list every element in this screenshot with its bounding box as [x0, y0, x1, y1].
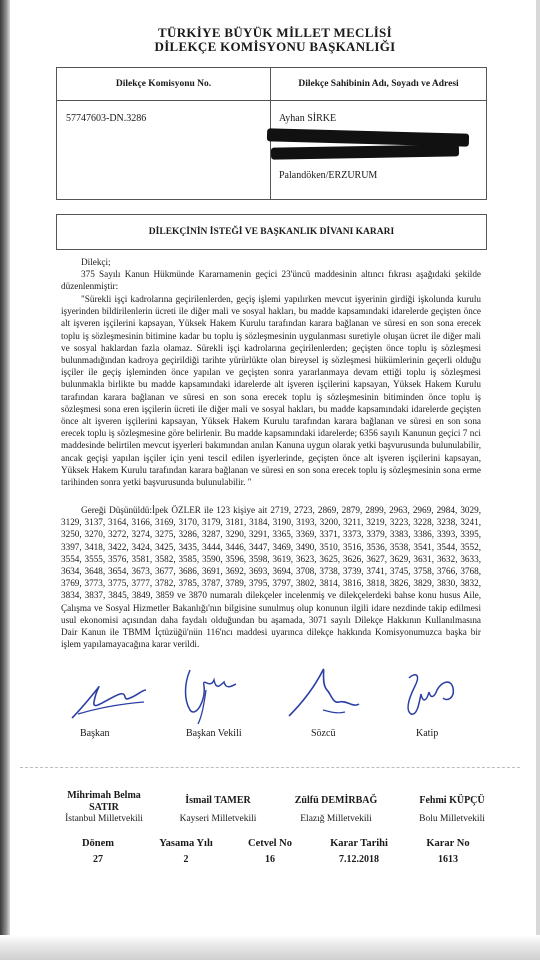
member-name: Fehmi KÜPÇÜ	[419, 795, 485, 806]
meta-label: Dönem	[81, 838, 115, 849]
member-constituency: Elazığ Milletvekili	[300, 814, 372, 824]
meta-value: 16	[265, 854, 275, 865]
redaction-bar	[271, 144, 459, 159]
member-name: İsmail TAMER	[185, 795, 251, 806]
file-no-value: 57747603-DN.3286	[66, 113, 147, 124]
signature-label-president: Başkan	[80, 728, 110, 739]
meta-label: Karar No	[426, 838, 470, 849]
signature-president	[68, 668, 148, 728]
member-name: Mihrimah Belma SATIR	[67, 790, 141, 813]
petitioner-name: Ayhan SİRKE	[279, 113, 337, 124]
body-paragraph-law: 375 Sayılı Kanun Hükmünde Kararnamenin geçici 23'üncü maddesinin altıncı fıkrası aşağıdaki şekilde düzenlenmiştir:	[61, 269, 481, 292]
section-title-box	[56, 214, 487, 250]
signature-label-vice-president: Başkan Vekili	[186, 728, 242, 739]
body-quote: "Sürekli işçi kadrolarına geçirilenlerden, geçiş işlemi yapılırken mevcut işyerinin girdiği işkolunda kurulu işyerinden bildirilenlerin ücreti ile diğer mali ve sosyal hakları, bu madde kapsamındaki idarelerde geçişten önce alt işveren işçilerini kapsayan, Yüksek Hakem Kurulu tarafından karara bağlanan ve süresi en son sona erecek toplu iş sözleşmesinin bitimine kadar bu toplu iş sözleşmesinin uygulanması suretiyle oluşan ücret ile diğer mali ve sosyal haklardan fazla olamaz. Sürekli işçi kadrolarına geçirilenlerden; geçişten önce toplu iş sözleşmesi bulunmadığından kadroya geçirildiği tarihte yürürlükte olan bireysel iş sözleşmesi hükümlerinin geçerli olduğu işçiler ile geçiş işleminden önce yapılan ve geçişten sonra yararlanmaya devam ettiği toplu iş sözleşmesi bulunmakla birlikte bu madde kapsamındaki idarelerde alt işveren işçilerini kapsayan, Yüksek Hakem Kurulu tarafından karara bağlanan ve süresi en son sona erecek toplu iş sözleşmesinin bitiminden önce toplu iş sözleşmesi sona eren işçilerin ücreti ile diğer mali ve sosyal hakları, bu madde kapsamındaki idarelerde geçişten önce alt işveren işçilerini kapsayan, Yüksek Hakem Kurulu tarafından karara bağlanan ve süresi en son sona erecek toplu iş sözleşmesine göre belirlenir. Bu madde kapsamındaki idarelerde; 6356 sayılı Kanunun geçici 7 nci maddesinde belirtilen mevcut işyerleri bakımından anılan Kanuna uygun olarak yetki başvurusunda bulunulabilir, ancak geçişi yapılan işçiler için yeni tescil edilen işyerlerinde, geçişten önce alt işveren işçilerini kapsayan, Yüksek Hakem Kurulu tarafından karara bağlanan ve süresi en son sona erecek toplu iş sözleşmesinin sona erme tarihinden sonra yetki başvurusunda bulunulabilir. "	[61, 294, 481, 488]
signature-label-secretary: Katip	[416, 728, 439, 739]
file-no-header: Dilekçe Komisyonu No.	[115, 79, 212, 89]
meta-label: Karar Tarihi	[330, 838, 388, 849]
signature-secretary	[401, 664, 463, 724]
member-constituency: Bolu Milletvekili	[419, 814, 485, 824]
signature-spokesperson	[283, 660, 363, 724]
meta-value: 2	[183, 854, 189, 865]
member-name: Zülfü DEMİRBAĞ	[294, 795, 378, 806]
meta-label: Yasama Yılı	[159, 838, 213, 849]
petitioner-address: Palandöken/ERZURUM	[279, 170, 378, 181]
body-decision: Gereği Düşünüldü:İpek ÖZLER ile 123 kişiye ait 2719, 2723, 2869, 2879, 2899, 2963, 2969, 2984, 3029, 3129, 3137, 3164, 3166, 3169, 3170, 3179, 3181, 3184, 3190, 3193, 3200, 3211, 3219, 3223, 3228, 3238, 3241, 3250, 3270, 3272, 3274, 3275, 3286, 3287, 3290, 3291, 3365, 3369, 3371, 3373, 3379, 3383, 3386, 3393, 3395, 3397, 3418, 3422, 3424, 3425, 3435, 3444, 3446, 3447, 3469, 3490, 3510, 3516, 3536, 3538, 3541, 3544, 3552, 3554, 3555, 3576, 3581, 3582, 3585, 3590, 3596, 3598, 3619, 3623, 3625, 3626, 3627, 3629, 3631, 3632, 3633, 3634, 3648, 3654, 3673, 3677, 3686, 3691, 3692, 3693, 3694, 3708, 3738, 3739, 3741, 3745, 3758, 3766, 3768, 3769, 3773, 3775, 3777, 3782, 3785, 3787, 3789, 3795, 3797, 3802, 3814, 3816, 3818, 3826, 3829, 3830, 3832, 3834, 3837, 3845, 3849, 3859 ve 3870 numaralı dilekçeler incelenmiş ve dilekçelerdeki bahse konu husus Aile, Çalışma ve Sosyal Hizmetler Bakanlığı'nın bilgisine sunulmuş olup konunun ilgili idare nezdinde takip edilmesi usul ekonomisi açısından daha faydalı olduğundan bu aşamada, 3071 sayılı Dilekçe Hakkının Kullanılmasına Dair Kanun ile TBMM İçtüzüğü'nün 116'ncı maddesi uyarınca dilekçe hakkında Komisyonumuzca başka bir işlem yapılamayacağına karar verildi.	[61, 505, 481, 650]
page-bottom-shadow	[0, 935, 540, 960]
page-edge-shadow	[0, 0, 10, 960]
petitioner-header: Dilekçe Sahibinin Adı, Soyadı ve Adresi	[298, 79, 459, 89]
signature-label-spokesperson: Sözcü	[311, 728, 336, 739]
meta-value: 7.12.2018	[339, 854, 379, 865]
info-table-divider	[57, 100, 486, 101]
footer-divider	[20, 767, 520, 768]
meta-value: 27	[93, 854, 103, 865]
section-title: DİLEKÇİNİN İSTEĞİ VE BAŞKANLIK DİVANI KARARI	[148, 227, 395, 237]
info-table	[56, 67, 487, 200]
header-subtitle: DİLEKÇE KOMİSYONU BAŞKANLIĞI	[154, 39, 396, 54]
page-edge-right	[536, 0, 540, 960]
meta-value: 1613	[438, 854, 458, 865]
signature-vice-president	[176, 660, 246, 726]
header-title: TÜRKİYE BÜYÜK MİLLET MECLİSİ	[158, 25, 392, 40]
body-intro: Dilekçi;	[81, 257, 111, 267]
member-constituency: Kayseri Milletvekili	[179, 814, 257, 824]
member-constituency: İstanbul Milletvekili	[65, 814, 143, 824]
meta-label: Cetvel No	[247, 838, 293, 849]
